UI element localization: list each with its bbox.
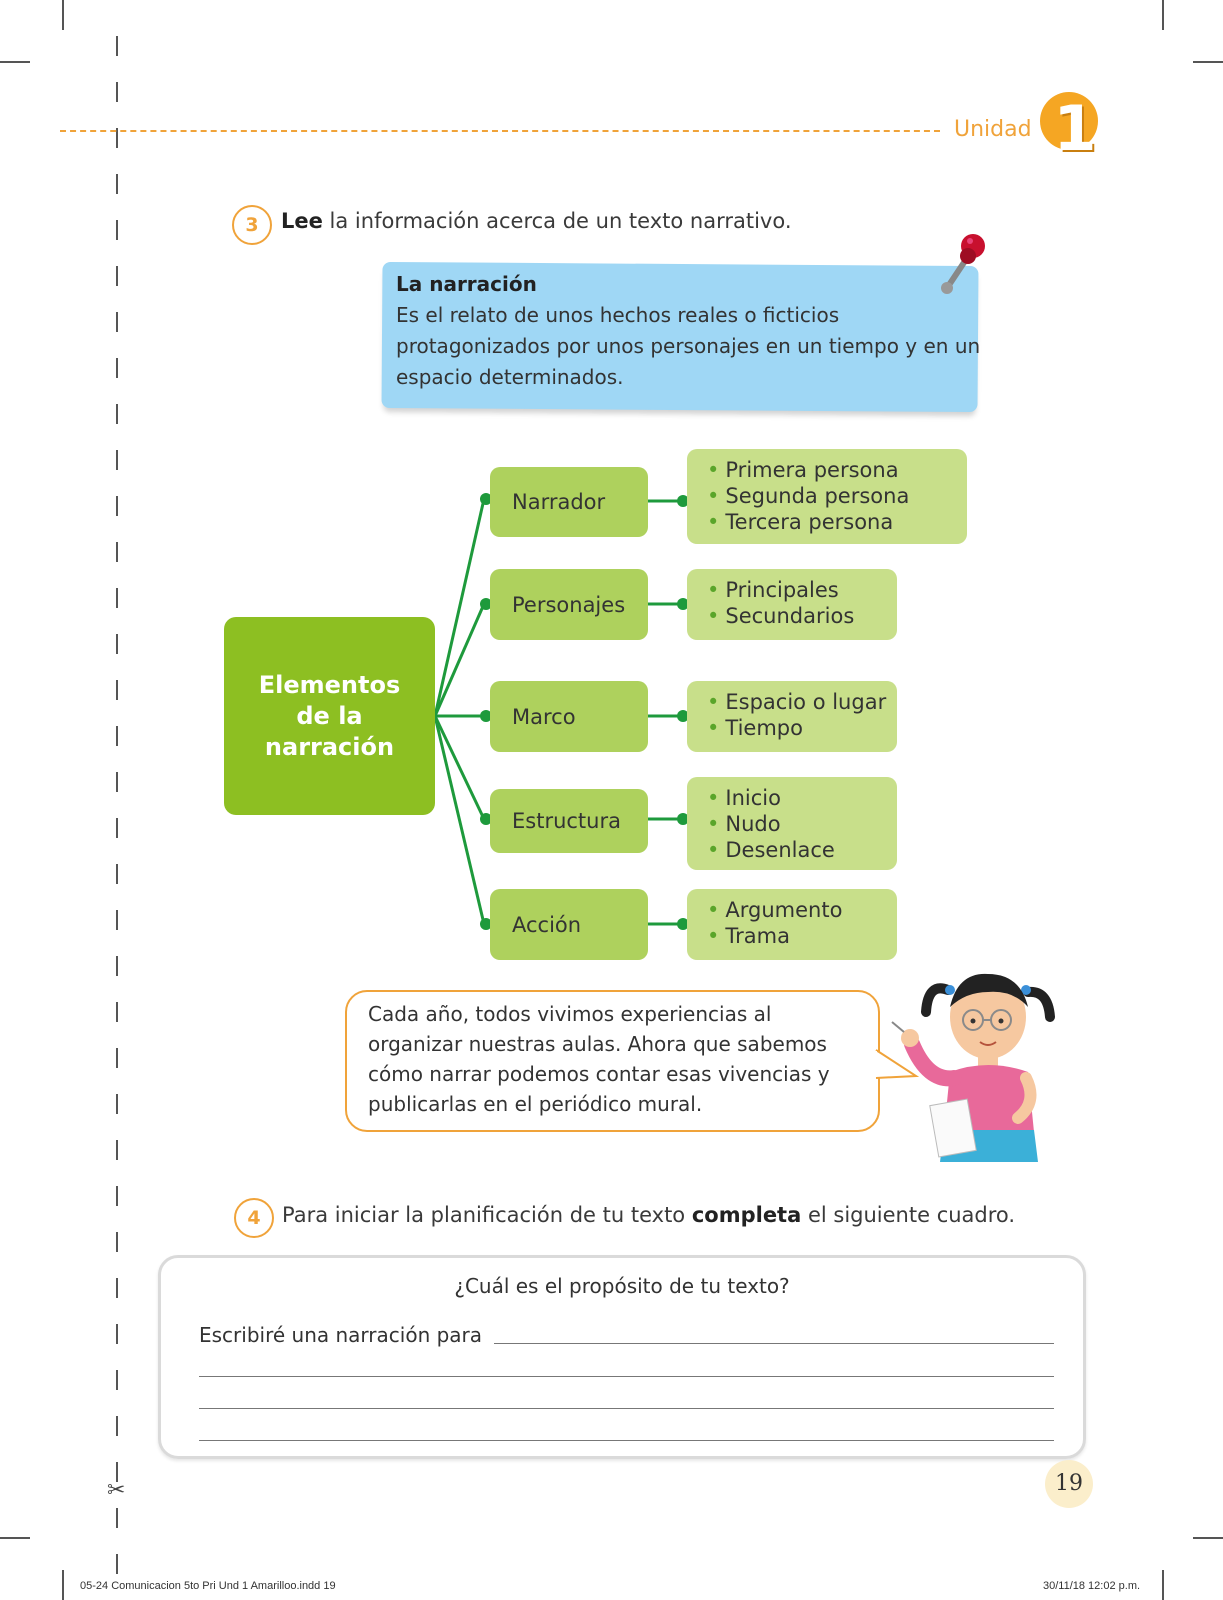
branch-estructura: Estructura [490, 789, 648, 853]
purpose-question: ¿Cuál es el propósito de tu texto? [454, 1274, 790, 1298]
girl-illustration [888, 962, 1058, 1162]
scissors-icon: ✂ [107, 1478, 126, 1503]
instruction-bold: Lee [281, 209, 323, 233]
purpose-lead-text: Escribiré una narración para [199, 1323, 483, 1347]
crop-mark [62, 1570, 64, 1600]
instruction-text: Para iniciar la planificación de tu texto [282, 1203, 692, 1227]
list-item: • Secundarios [707, 603, 897, 629]
perforation-dash [116, 1140, 118, 1160]
crop-mark [1193, 1537, 1223, 1539]
footer-timestamp: 30/11/18 12:02 p.m. [1043, 1580, 1141, 1592]
speech-bubble-text: Cada año, todos vivimos experiencias al organizar nuestras aulas. Ahora que sabemos cómo narrar podemos contar esas vivencias y publicarlas en el periódico mural. [368, 1002, 830, 1116]
writing-line[interactable] [494, 1343, 1054, 1344]
perforation-dash [116, 1508, 118, 1528]
perforation-dash [116, 1370, 118, 1390]
page-number: 19 [1045, 1460, 1093, 1508]
perforation-dash [116, 1278, 118, 1298]
perforation-dash [116, 1324, 118, 1344]
list-item: • Desenlace [707, 837, 897, 863]
connector-line [435, 604, 484, 716]
connector-line [435, 716, 484, 819]
concept-main-label: Elementos de la narración [258, 670, 401, 761]
concept-main-box [224, 617, 435, 815]
note-title: La narración [396, 272, 537, 296]
branch-items-accion [687, 889, 897, 960]
branch-items-personajes [687, 569, 897, 640]
list-item: • Tiempo [707, 715, 897, 741]
perforation-dash [116, 1554, 118, 1574]
branch-accion: Acción [490, 889, 648, 960]
list-item: • Espacio o lugar [707, 689, 897, 715]
perforation-dash [116, 1416, 118, 1436]
instruction-text: la información acerca de un texto narrativo. [322, 209, 792, 233]
branch-personajes: Personajes [490, 569, 648, 640]
list-item: • Trama [707, 923, 897, 949]
list-item: • Principales [707, 577, 897, 603]
list-item: • Primera persona [707, 457, 967, 483]
list-item: • Argumento [707, 897, 897, 923]
perforation-dash [116, 1232, 118, 1252]
branch-marco: Marco [490, 681, 648, 752]
crop-mark [0, 1537, 30, 1539]
writing-line[interactable] [199, 1440, 1054, 1441]
branch-narrador: Narrador [490, 467, 648, 537]
activity-number: 3 [232, 205, 272, 245]
perforation-dash [116, 1094, 118, 1114]
unit-label: Unidad [954, 117, 1032, 142]
list-item: • Inicio [707, 785, 897, 811]
crop-mark [1162, 1570, 1164, 1600]
instruction-text: el siguiente cuadro. [801, 1203, 1016, 1227]
unit-number: 1 [1053, 92, 1097, 165]
writing-line[interactable] [199, 1408, 1054, 1409]
list-item: • Segunda persona [707, 483, 967, 509]
list-item: • Nudo [707, 811, 897, 837]
writing-line[interactable] [199, 1376, 1054, 1377]
instruction-bold: completa [691, 1203, 802, 1227]
list-item: • Tercera persona [707, 509, 967, 535]
footer-filename: 05-24 Comunicacion 5to Pri Und 1 Amarilloo.indd 19 [80, 1580, 336, 1592]
activity-number: 4 [234, 1198, 274, 1238]
perforation-dash [116, 1048, 118, 1068]
connector-line [435, 499, 484, 716]
perforation-dash [116, 1002, 118, 1022]
activity-instruction [282, 1203, 1015, 1227]
branch-items-marco [687, 681, 897, 752]
branch-items-estructura [687, 777, 897, 870]
note-body: Es el relato de unos hechos reales o ficticios protagonizados por unos personajes en un tiempo y en un espacio determinados. [396, 303, 981, 389]
branch-items-narrador [687, 449, 967, 544]
connector-line [435, 716, 484, 924]
perforation-dash [116, 1186, 118, 1206]
